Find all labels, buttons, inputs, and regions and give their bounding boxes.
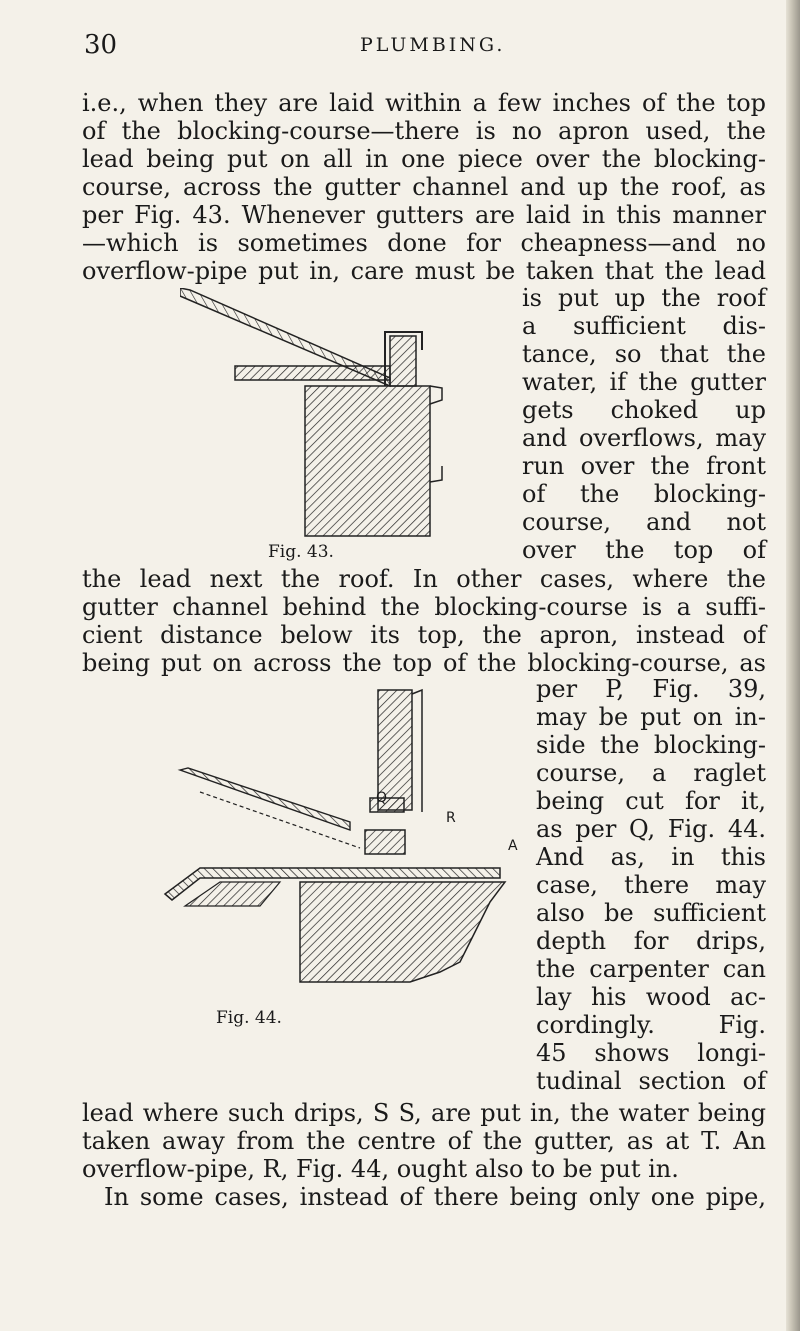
figure-43-caption: Fig. 43.	[268, 542, 334, 562]
body-line: overflow-pipe put in, care must be taken that the lead	[82, 257, 766, 285]
body-line: cient distance below its top, the apron, instead of	[82, 621, 766, 649]
body-line: run over the front	[522, 452, 766, 480]
body-line: may be put on in-	[536, 703, 766, 731]
body-line: depth for drips,	[536, 927, 766, 955]
body-line: lay his wood ac-	[536, 983, 766, 1011]
figure-44-gutter-section	[160, 672, 525, 990]
figure-44-label-q: Q	[376, 790, 388, 806]
figure-44-caption: Fig. 44.	[216, 1008, 282, 1028]
body-line: In some cases, instead of there being only one pipe,	[104, 1183, 766, 1211]
page-edge-shadow	[786, 0, 800, 1331]
body-line: also be sufficient	[536, 899, 766, 927]
body-line: tance, so that the	[522, 340, 766, 368]
body-line: of the blocking-	[522, 480, 766, 508]
body-line: side the blocking-	[536, 731, 766, 759]
body-line: the lead next the roof. In other cases, where the	[82, 565, 766, 593]
body-line: water, if the gutter	[522, 368, 766, 396]
page-number: 30	[84, 30, 118, 60]
body-line: a sufficient dis-	[522, 312, 766, 340]
body-line: course, across the gutter channel and up the roof, as	[82, 173, 766, 201]
body-line: lead where such drips, S S, are put in, the water being	[82, 1099, 766, 1127]
figure-43-gutter-section	[180, 288, 520, 548]
body-line: being put on across the top of the blocking-course, as	[82, 649, 766, 677]
body-line: per Fig. 43. Whenever gutters are laid in this manner	[82, 201, 766, 229]
body-line: gets choked up	[522, 396, 766, 424]
body-line: taken away from the centre of the gutter, as at T. An	[82, 1127, 766, 1155]
body-line: cordingly. Fig.	[536, 1011, 766, 1039]
figure-44-label-a: A	[508, 838, 518, 854]
running-title: PLUMBING.	[360, 34, 506, 56]
body-line: i.e., when they are laid within a few inches of the top	[82, 89, 766, 117]
body-line: —which is sometimes done for cheapness—and no	[82, 229, 766, 257]
body-line: being cut for it,	[536, 787, 766, 815]
body-line: the carpenter can	[536, 955, 766, 983]
body-line: course, a raglet	[536, 759, 766, 787]
body-line: And as, in this	[536, 843, 766, 871]
body-line: course, and not	[522, 508, 766, 536]
body-line: tudinal section of	[536, 1067, 766, 1095]
body-line: is put up the roof	[522, 284, 766, 312]
body-line: of the blocking-course—there is no apron used, the	[82, 117, 766, 145]
body-line: and overflows, may	[522, 424, 766, 452]
body-line: over the top of	[522, 536, 766, 564]
body-line: gutter channel behind the blocking-course is a suffi-	[82, 593, 766, 621]
body-line: overflow-pipe, R, Fig. 44, ought also to be put in.	[82, 1155, 679, 1183]
body-line: lead being put on all in one piece over the blocking-	[82, 145, 766, 173]
figure-44-label-r: R	[446, 810, 456, 826]
body-line: per P, Fig. 39,	[536, 675, 766, 703]
body-line: case, there may	[536, 871, 766, 899]
body-line: as per Q, Fig. 44.	[536, 815, 766, 843]
body-line: 45 shows longi-	[536, 1039, 766, 1067]
